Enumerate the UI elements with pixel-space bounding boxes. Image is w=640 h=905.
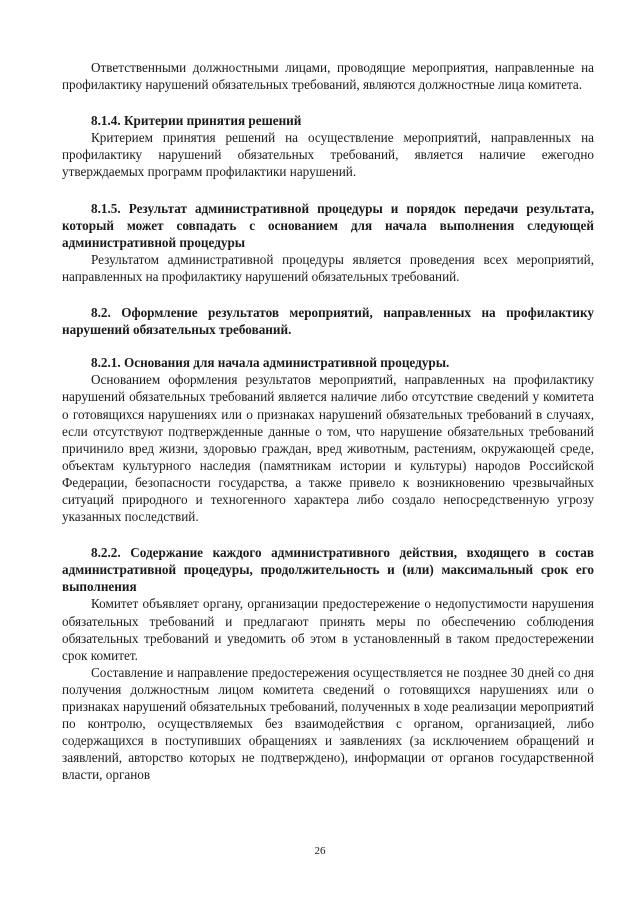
heading-8-1-5: 8.1.5. Результат административной процедуры и порядок передачи результата, который может совпадать с основанием для начала выполнения следующей административной процедуры <box>62 200 594 250</box>
heading-8-2: 8.2. Оформление результатов мероприятий, направленных на профилактику нарушений обязательных требований. <box>62 305 594 338</box>
heading-8-1-4: 8.1.4. Критерии принятия решений <box>91 113 302 129</box>
document-page <box>62 59 594 783</box>
heading-8-2-2: 8.2.2. Содержание каждого административного действия, входящего в состав административной процедуры, продолжительность и (или) максимальный срок его выполнения <box>62 545 594 595</box>
paragraph-8-1-5: Результатом административной процедуры является проведения всех мероприятий, направленных на профилактику нарушений обязательных требований. <box>62 251 594 284</box>
paragraph-8-2-2-a: Комитет объявляет органу, организации предостережение о недопустимости нарушения обязательных требований и предлагают принять меры по обеспечению соблюдения обязательных требований и уведомить об этом в установленный в таком предостережении срок комитет. <box>62 596 594 663</box>
paragraph-responsible-persons: Ответственными должностными лицами, проводящие мероприятия, направленные на профилактику нарушений обязательных требований, являются должностные лица комитета. <box>62 60 594 93</box>
paragraph-8-2-1: Основанием оформления результатов мероприятий, направленных на профилактику нарушений обязательных требований является наличие либо отсутствие сведений у комитета о готовящихся нарушениях или о признаках нарушений обязательных требований в случаях, если отсутствуют подтвержденные данные о том, что нарушение обязательных требований причинило вред жизни, здоровью граждан, вред животным, растениям, окружающей среде, объектам культурного наследия (памятникам истории и культуры) народов Российской Федерации, безопасности государства, а также привело к возникновению чрезвычайных ситуаций природного и техногенного характера либо создало непосредственную угрозу указанных последствий. <box>62 372 594 525</box>
paragraph-8-2-2-b: Составление и направление предостережения осуществляется не позднее 30 дней со дня получения должностным лицом комитета сведений о готовящихся нарушениях или о признаках нарушений обязательных требований, полученных в ходе реализации мероприятий по контролю, осуществляемых без взаимодействия с органом, организацией, либо содержащихся в поступивших обращениях и заявлениях (за исключением обращений и заявлений, авторство которых не подтверждено), информации от органов государственной власти, органов <box>62 664 594 783</box>
page-number: 26 <box>314 845 326 857</box>
paragraph-8-1-4: Критерием принятия решений на осуществление мероприятий, направленных на профилактику нарушений обязательных требований, является наличие ежегодно утверждаемых программ профилактики нарушений. <box>62 130 594 180</box>
heading-8-2-1: 8.2.1. Основания для начала административной процедуры. <box>91 355 450 371</box>
